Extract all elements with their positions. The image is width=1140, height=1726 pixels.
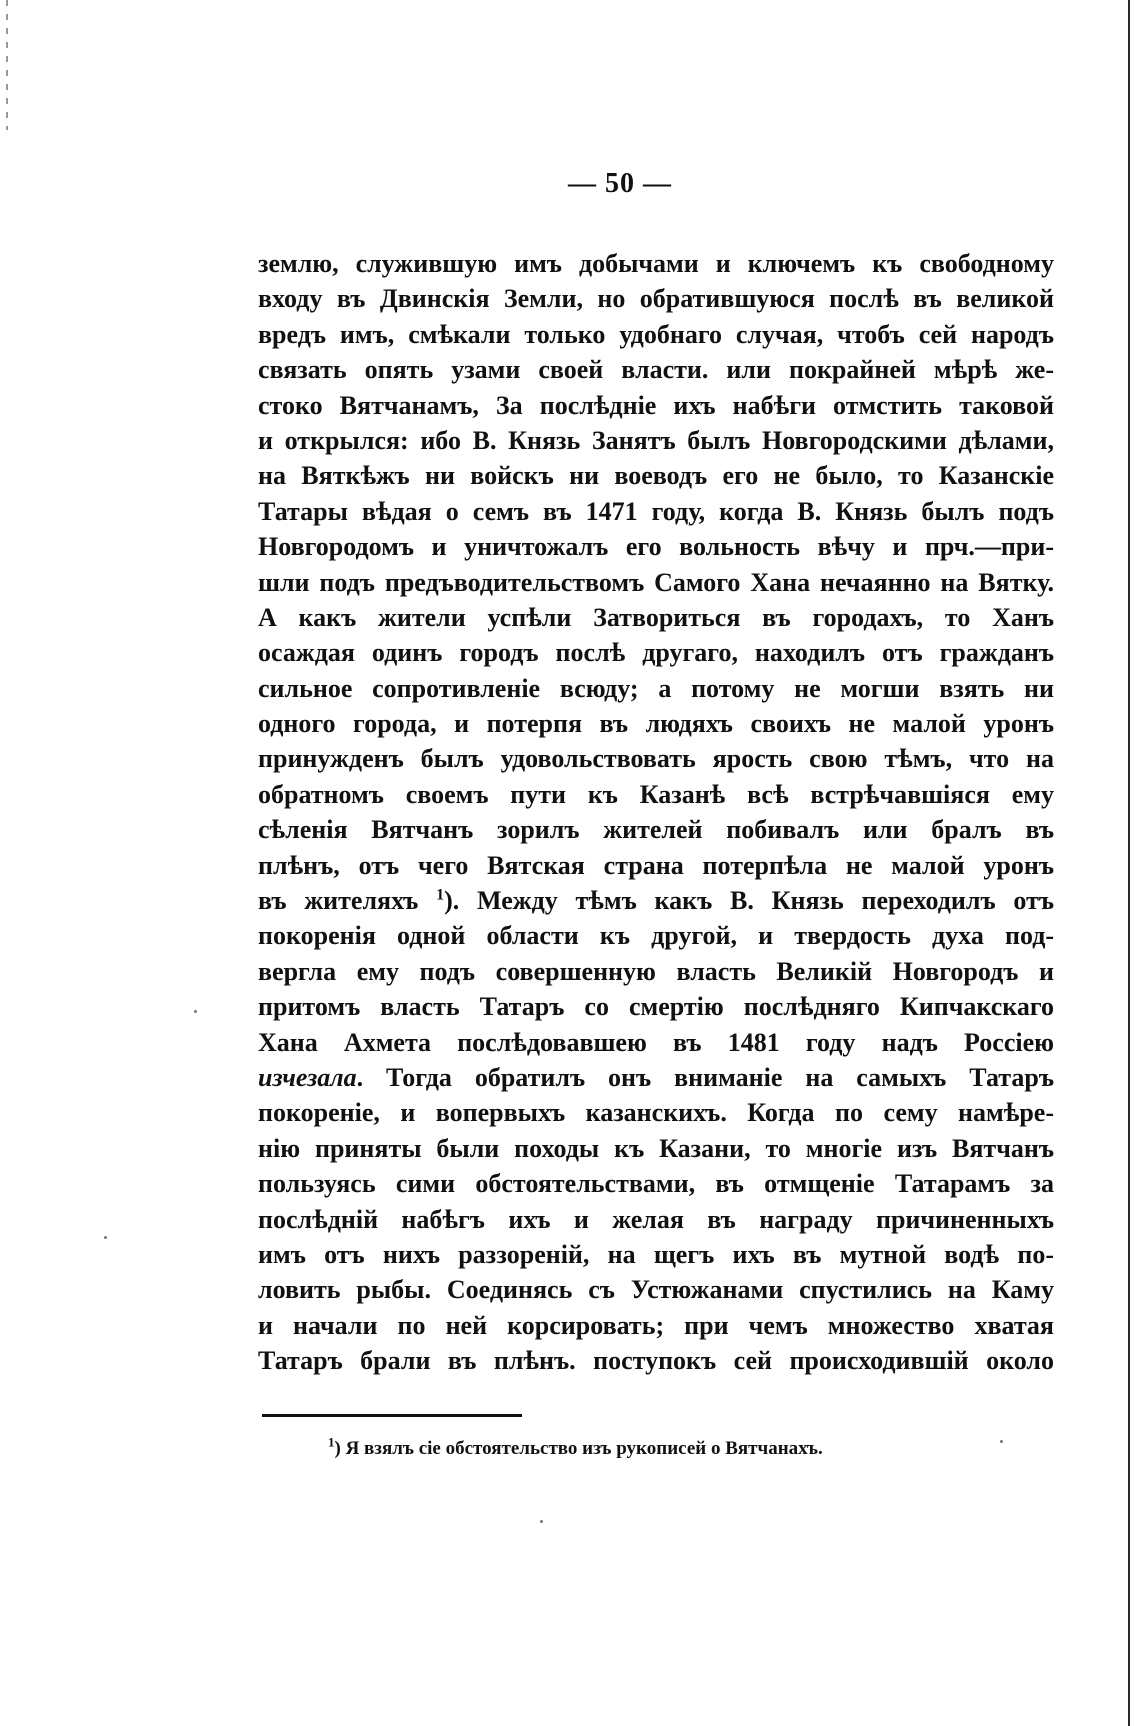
text-line: покоренія одной области къ другой, и твердость духа под-	[258, 921, 1054, 951]
text-line: на Вяткѣжъ ни войскъ ни воеводъ его не было, то Казанскіе	[258, 461, 1054, 491]
text-line: сильное сопротивленіе всюду; а потому не могши взять ни	[258, 673, 1054, 703]
page-right-edge	[1128, 0, 1130, 1726]
text-line: притомъ власть Татаръ со смертію послѣдняго Кипчакскаго	[258, 992, 1054, 1022]
page-number: — 50 —	[568, 168, 672, 199]
text-line: вредъ имъ, смѣкали только удобнаго случая, чтобъ сей народъ	[258, 319, 1054, 349]
text-line: стоко Вятчанамъ, За послѣдніе ихъ набѣги отмстить таковой	[258, 390, 1054, 420]
text-line: Хана Ахмета послѣдовавшею въ 1481 году надъ Россіею	[258, 1027, 1054, 1057]
text-line: имъ отъ нихъ раззореній, на щегъ ихъ въ мутной водѣ по-	[258, 1239, 1054, 1269]
text-line: землю, служившую имъ добычами и ключемъ къ свободному	[258, 249, 1054, 278]
footnote-marker: 1	[328, 1434, 335, 1450]
text-line: Новгородомъ и уничтожалъ его вольность вѣчу и прч.—при-	[258, 532, 1054, 562]
text-line: вергла ему подъ совершенную власть Великій Новгородъ и	[258, 956, 1054, 986]
text-line: шли подъ предъводительствомъ Самого Хана нечаянно на Вятку.	[258, 567, 1054, 597]
text-line: Татары вѣдая о семъ въ 1471 году, когда В. Князь былъ подъ	[258, 496, 1054, 526]
text-line: обратномъ своемъ пути къ Казанѣ всѣ встрѣчавшіяся ему	[258, 779, 1054, 809]
page-left-edge	[6, 0, 8, 130]
paper-speck	[540, 1520, 543, 1523]
footnote-text: ) Я взялъ сіе обстоятельство изъ рукописей о Вятчанахъ.	[334, 1438, 823, 1459]
text-line: пользуясь сими обстоятельствами, въ отмщеніе Татарамъ за	[258, 1169, 1054, 1199]
text-line: одного города, и потерпя въ людяхъ своихъ не малой уронъ	[258, 709, 1054, 739]
text-line: плѣнъ, отъ чего Вятская страна потерпѣла не малой уронъ	[258, 850, 1054, 880]
text-segment: въ жителяхъ	[258, 886, 419, 916]
italic-word: изчезала	[258, 1062, 357, 1092]
footnote-divider	[262, 1414, 522, 1417]
text-line: осаждая одинъ городъ послѣ другаго, находилъ отъ гражданъ	[258, 638, 1054, 668]
text-line-with-note	[258, 883, 1054, 918]
text-line: А какъ жители успѣли Затвориться въ городахъ, то Ханъ	[258, 602, 1054, 632]
body-text	[258, 246, 1054, 1379]
text-line: принужденъ былъ удовольствовать ярость свою тѣмъ, что на	[258, 744, 1054, 774]
text-segment: . Тогда обратилъ онъ вниманіе на самыхъ Татаръ	[356, 1062, 1054, 1092]
footnote	[328, 1434, 1028, 1460]
text-line: покореніе, и вопервыхъ казанскихъ. Когда по сему намѣре-	[258, 1098, 1054, 1128]
text-line: послѣдній набѣгъ ихъ и желая въ награду причиненныхъ	[258, 1204, 1054, 1234]
text-line: Татаръ брали въ плѣнъ. поступокъ сей происходившій около	[258, 1346, 1054, 1376]
text-line: ловить рыбы. Соединясь съ Устюжанами спустились на Каму	[258, 1275, 1054, 1305]
text-segment: ). Между тѣмъ какъ В. Князь переходилъ отъ	[444, 886, 1054, 916]
paper-speck	[194, 1010, 197, 1013]
paper-speck	[1000, 1440, 1003, 1443]
text-line: входу въ Двинскія Земли, но обратившуюся послѣ въ великой	[258, 284, 1054, 314]
paper-speck	[104, 1236, 107, 1239]
text-line: связать опять узами своей власти. или покрайней мѣрѣ же-	[258, 355, 1054, 385]
text-line: нію приняты были походы къ Казани, то многіе изъ Вятчанъ	[258, 1133, 1054, 1163]
text-line: и начали по ней корсировать; при чемъ множество хватая	[258, 1310, 1054, 1340]
text-line-with-italic	[258, 1060, 1054, 1095]
text-line: и открылся: ибо В. Князь Занятъ былъ Новгородскими дѣлами,	[258, 425, 1054, 455]
text-line: сѣленія Вятчанъ зорилъ жителей побивалъ или бралъ въ	[258, 815, 1054, 845]
footnote-reference: 1	[436, 886, 445, 904]
